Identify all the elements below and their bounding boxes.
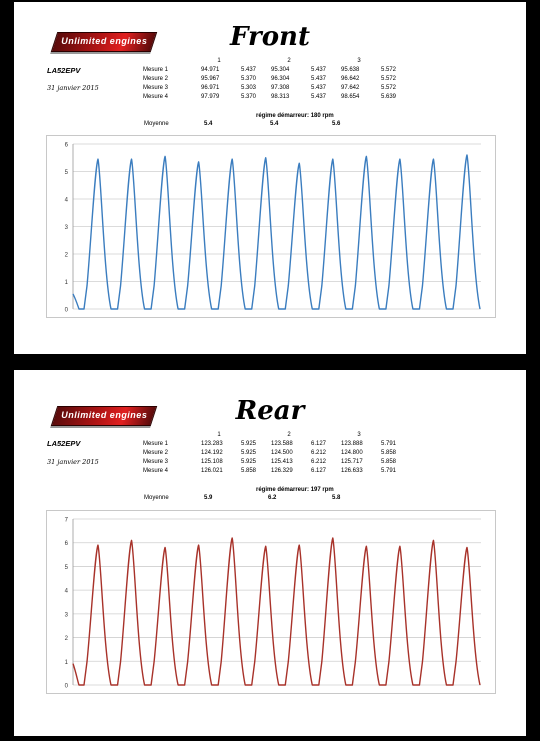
row-label: Mesure 4 bbox=[143, 93, 169, 100]
cell: 96.642 bbox=[341, 75, 360, 82]
cell: 125.413 bbox=[271, 458, 293, 465]
table-row bbox=[141, 83, 409, 92]
cell: 97.979 bbox=[201, 93, 220, 100]
cell: 5.437 bbox=[311, 75, 327, 82]
table-row bbox=[141, 466, 409, 475]
row-label: Mesure 2 bbox=[143, 449, 169, 456]
y-tick-label: 4 bbox=[64, 588, 68, 595]
cell: 5.437 bbox=[311, 66, 327, 73]
cell: 5.572 bbox=[381, 66, 397, 73]
column-header: 2 bbox=[287, 432, 291, 438]
cell: 123.588 bbox=[271, 440, 293, 447]
rear-chart-frame bbox=[46, 510, 496, 694]
y-tick-label: 6 bbox=[64, 142, 68, 149]
cell: 96.304 bbox=[271, 75, 290, 82]
cell: 96.971 bbox=[201, 84, 220, 91]
cell: 126.329 bbox=[271, 467, 293, 474]
table-row bbox=[141, 448, 409, 457]
registration: LA52EPV bbox=[47, 66, 81, 75]
table-row bbox=[141, 65, 409, 74]
regime-label: régime démarreur: 180 rpm bbox=[256, 113, 334, 119]
table-row bbox=[141, 439, 409, 448]
moyenne-label: Moyenne bbox=[144, 121, 169, 127]
cell: 5.370 bbox=[241, 75, 257, 82]
row-label: Mesure 1 bbox=[143, 66, 169, 73]
cell: 5.639 bbox=[381, 93, 397, 100]
cell: 95.304 bbox=[271, 66, 290, 73]
y-tick-label: 1 bbox=[64, 659, 68, 666]
y-tick-label: 0 bbox=[64, 307, 68, 314]
rear-chart bbox=[47, 511, 495, 693]
row-label: Mesure 1 bbox=[143, 440, 169, 447]
rear-sheet bbox=[14, 370, 526, 736]
column-header: 3 bbox=[357, 432, 361, 438]
cell: 6.127 bbox=[311, 467, 327, 474]
table-row bbox=[141, 92, 409, 101]
row-label: Mesure 4 bbox=[143, 467, 169, 474]
cell: 95.967 bbox=[201, 75, 220, 82]
cell: 123.888 bbox=[341, 440, 363, 447]
moyenne-value: 6.2 bbox=[268, 495, 277, 501]
cell: 95.638 bbox=[341, 66, 360, 73]
y-tick-label: 3 bbox=[64, 612, 68, 619]
cell: 6.212 bbox=[311, 458, 327, 465]
cell: 5.858 bbox=[381, 458, 397, 465]
series-line bbox=[73, 155, 480, 309]
cell: 5.437 bbox=[241, 66, 257, 73]
series-line bbox=[73, 538, 480, 685]
y-tick-label: 0 bbox=[64, 683, 68, 690]
cell: 5.925 bbox=[241, 440, 257, 447]
cell: 124.192 bbox=[201, 449, 223, 456]
measurement-table bbox=[141, 57, 409, 101]
cell: 5.572 bbox=[381, 75, 397, 82]
column-header: 2 bbox=[287, 58, 291, 64]
cell: 124.500 bbox=[271, 449, 293, 456]
registration: LA52EPV bbox=[47, 439, 81, 448]
cell: 5.925 bbox=[241, 458, 257, 465]
brand-logo-text: Unlimited engines bbox=[61, 36, 148, 46]
column-header: 3 bbox=[357, 58, 361, 64]
cell: 126.633 bbox=[341, 467, 363, 474]
y-tick-label: 5 bbox=[64, 564, 68, 571]
date: 31 janvier 2015 bbox=[47, 84, 99, 92]
page-title: Rear bbox=[235, 396, 305, 426]
cell: 5.925 bbox=[241, 449, 257, 456]
y-tick-label: 2 bbox=[64, 252, 68, 259]
cell: 5.437 bbox=[311, 84, 327, 91]
date: 31 janvier 2015 bbox=[47, 458, 99, 466]
y-tick-label: 6 bbox=[64, 541, 68, 548]
column-header: 1 bbox=[217, 432, 221, 438]
front-chart-frame bbox=[46, 135, 496, 318]
cell: 126.021 bbox=[201, 467, 223, 474]
moyenne-label: Moyenne bbox=[144, 495, 169, 501]
cell: 125.108 bbox=[201, 458, 223, 465]
cell: 98.654 bbox=[341, 93, 360, 100]
measurement-table bbox=[141, 431, 409, 475]
moyenne-value: 5.4 bbox=[270, 121, 279, 127]
cell: 5.791 bbox=[381, 440, 397, 447]
y-tick-label: 3 bbox=[64, 225, 68, 231]
cell: 5.858 bbox=[381, 449, 397, 456]
moyenne-value: 5.9 bbox=[204, 495, 213, 501]
front-sheet bbox=[14, 2, 526, 354]
cell: 5.791 bbox=[381, 467, 397, 474]
cell: 6.127 bbox=[311, 440, 327, 447]
y-tick-label: 7 bbox=[64, 517, 68, 524]
cell: 97.308 bbox=[271, 84, 290, 91]
y-tick-label: 1 bbox=[64, 280, 68, 286]
cell: 123.283 bbox=[201, 440, 223, 447]
moyenne-value: 5.6 bbox=[332, 121, 341, 127]
moyenne-value: 5.8 bbox=[332, 495, 341, 501]
cell: 124.800 bbox=[341, 449, 363, 456]
page-title: Front bbox=[230, 22, 310, 52]
cell: 94.971 bbox=[201, 66, 220, 73]
y-tick-label: 2 bbox=[64, 636, 68, 643]
y-tick-label: 5 bbox=[64, 170, 68, 176]
cell: 5.370 bbox=[241, 93, 257, 100]
cell: 5.572 bbox=[381, 84, 397, 91]
brand-logo-text: Unlimited engines bbox=[61, 410, 148, 420]
row-label: Mesure 2 bbox=[143, 75, 169, 82]
table-row bbox=[141, 74, 409, 83]
front-chart bbox=[47, 136, 495, 317]
moyenne-value: 5.4 bbox=[204, 121, 213, 127]
cell: 5.303 bbox=[241, 84, 257, 91]
column-header: 1 bbox=[217, 58, 221, 64]
cell: 6.212 bbox=[311, 449, 327, 456]
cell: 5.437 bbox=[311, 93, 327, 100]
cell: 5.858 bbox=[241, 467, 257, 474]
cell: 125.717 bbox=[341, 458, 363, 465]
row-label: Mesure 3 bbox=[143, 84, 169, 91]
table-row bbox=[141, 457, 409, 466]
cell: 98.313 bbox=[271, 93, 290, 100]
row-label: Mesure 3 bbox=[143, 458, 169, 465]
y-tick-label: 4 bbox=[64, 197, 68, 204]
regime-label: régime démarreur: 197 rpm bbox=[256, 487, 334, 493]
cell: 97.642 bbox=[341, 84, 360, 91]
